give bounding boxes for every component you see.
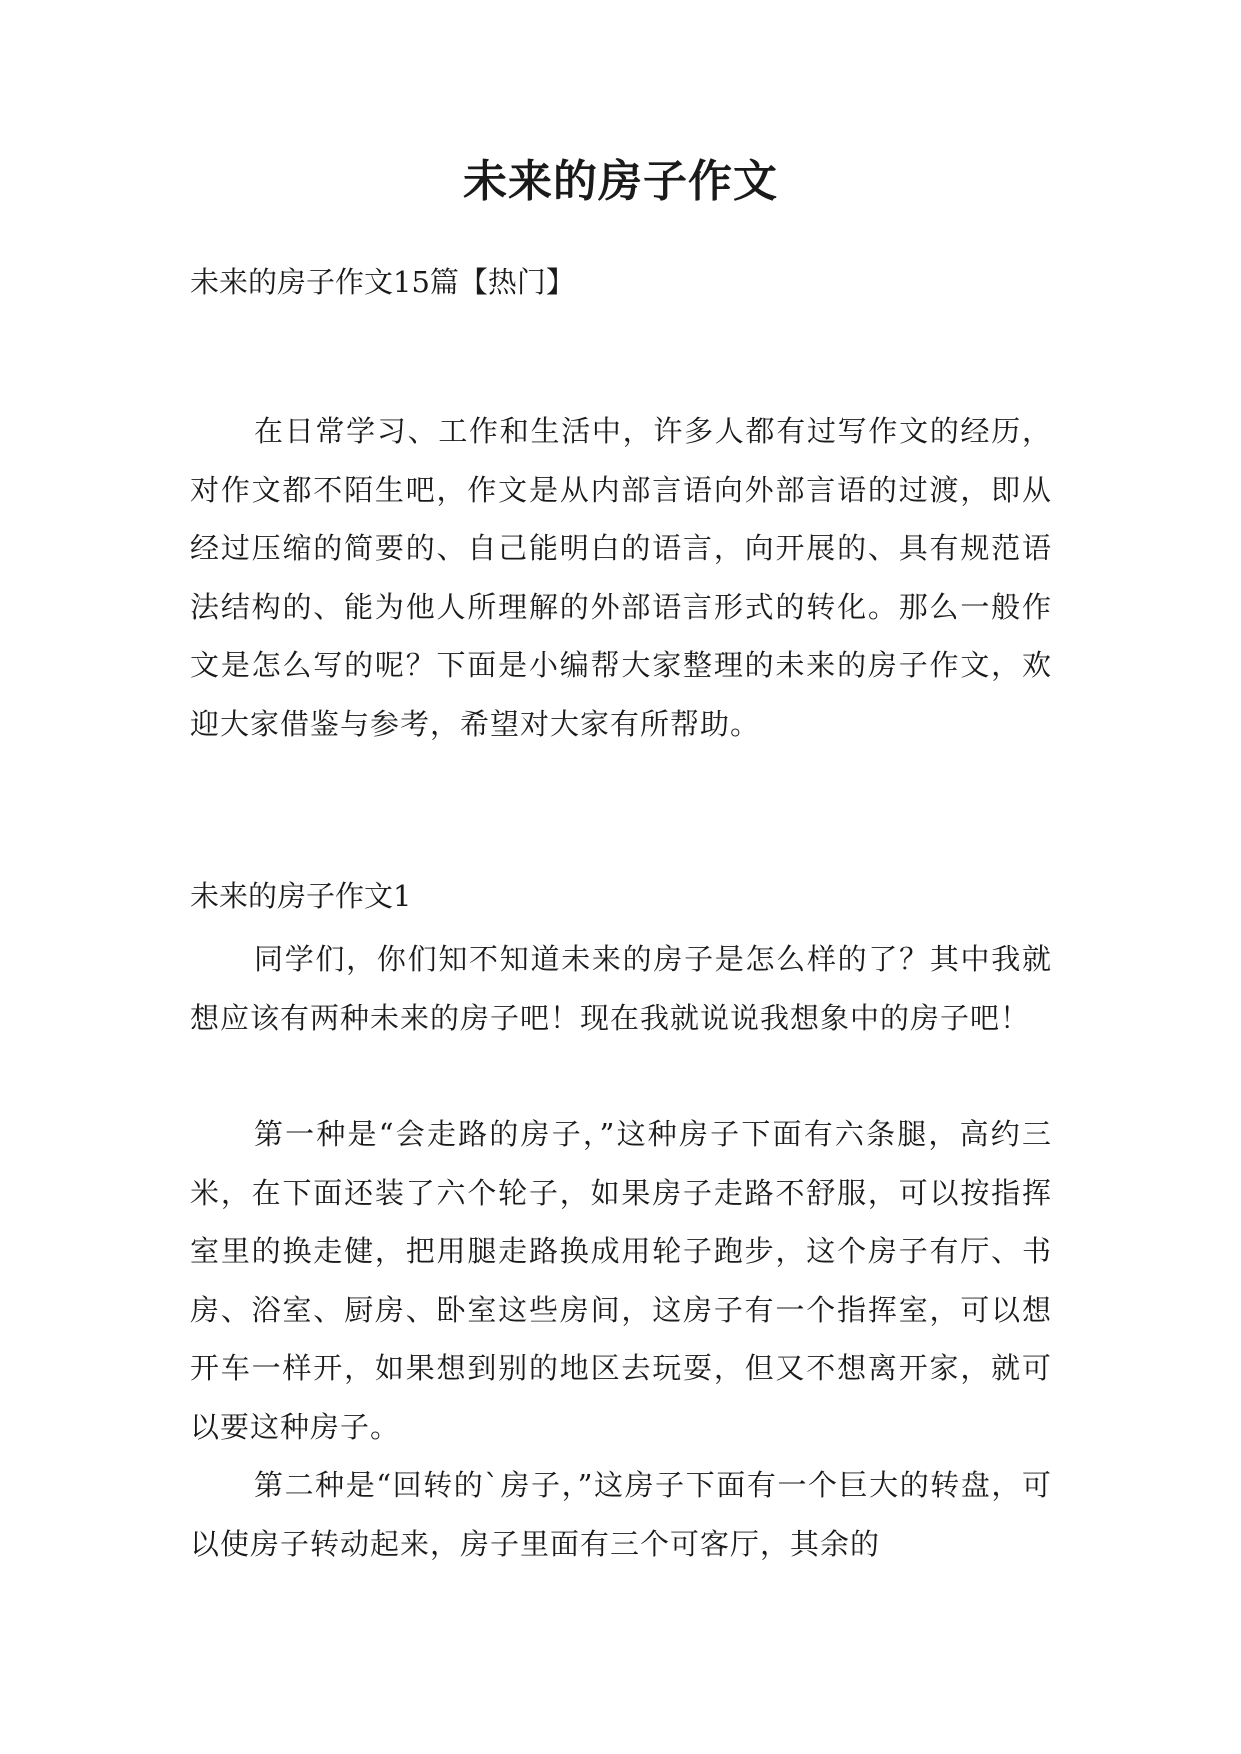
section-heading: 未来的房子作文1 [190, 879, 412, 913]
document-subtitle: 未来的房子作文15篇【热门】 [190, 265, 575, 299]
intro-paragraph: 在日常学习、工作和生活中，许多人都有过写作文的经历，对作文都不陌生吧，作文是从内部言语向外部言语的过渡，即从经过压缩的简要的、自己能明白的语言，向开展的、具有规范语法结构的、能为他人所理解的外部语言形式的转化。那么一般作文是怎么写的呢？下面是小编帮大家整理的未来的房子作文，欢迎大家借鉴与参考，希望对大家有所帮助。 [190, 414, 1052, 741]
body-paragraph: 同学们，你们知不知道未来的房子是怎么样的了？其中我就想应该有两种未来的房子吧！现在我就说说我想象中的房子吧！ [190, 942, 1052, 1035]
document-title: 未来的房子作文 [463, 156, 778, 207]
body-paragraph: 第二种是“回转的`房子，”这房子下面有一个巨大的转盘，可以使房子转动起来，房子里面有三个可客厅，其余的 [190, 1468, 1052, 1561]
body-paragraph: 第一种是“会走路的房子，”这种房子下面有六条腿，高约三米，在下面还装了六个轮子，如果房子走路不舒服，可以按指挥室里的换走健，把用腿走路换成用轮子跑步，这个房子有厅、书房、浴室、厨房、卧室这些房间，这房子有一个指挥室，可以想开车一样开，如果想到别的地区去玩耍，但又不想离开家，就可以要这种房子。 [190, 1117, 1052, 1444]
